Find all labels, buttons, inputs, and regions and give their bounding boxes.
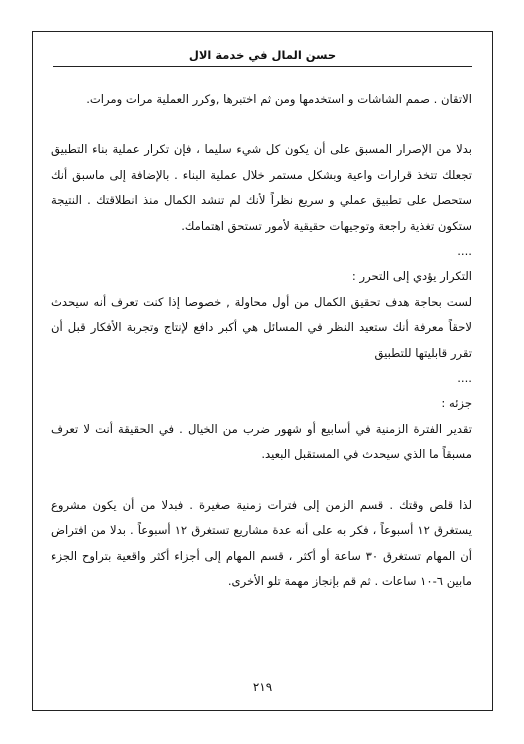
page-number: ٢١٩: [252, 680, 273, 694]
page-header-title: حسن المال في خدمة الال: [188, 48, 337, 62]
paragraph-no-perfection-needed: لست بحاجة هدف تحقيق الكمال من أول محاولة , خصوصا إذا كنت تعرف أنه سيحدث لاحقاً معرفة أنك ستعيد النظر في المسائل هي أكبر دافع لإنتاج وتجربة الأفكار قبل أن تقرر قابليتها للتطبيق: [51, 294, 472, 360]
paragraph-gap: [51, 468, 472, 493]
section-heading-break-down: جزئه :: [441, 396, 472, 411]
paragraph-iterative-building: بدلا من الإصرار المسبق على أن يكون كل شيء سليما ، فإن تكرار عملية بناء التطبيق تجعلك تتخذ قرارات واعية وبشكل مستمر خلال عملية البناء . بالإضافة إلى ماسبق أنك ستحصل على تطبيق عملي و سريع نظراً لأنك لم تنشد الكمال منذ انطلاقتك . النتيجة ستكون تغذية راجعة وتوجيهات حقيقية لأمور تستحق اهتمامك.: [51, 142, 472, 233]
paragraph-time-estimation: تقدير الفترة الزمنية في أسابيع أو شهور ضرب من الخيال . في الحقيقة أنت لا تعرف مسبقاً ما الذي سيحدث في المستقبل البعيد.: [51, 421, 472, 462]
paragraph-iteration-intro: الاتقان . صمم الشاشات و استخدمها ومن ثم اختبرها ,وكرر العملية مرات ومرات.: [86, 92, 472, 106]
paragraph-reduce-time: لذا قلص وقتك . قسم الزمن إلى فترات زمنية صغيرة . فبدلا من أن يكون مشروع يستغرق ١٢ أسبوعاً ، فكر به على أنه عدة مشاريع تستغرق ١٢ أسبوعاً . بدلا من افتراض أن المهام تستغرق ٣٠ ساعة أو أكثر ، قسم المهام إلى أجزاء أكثر واقعية بتراوح الجزء مابين ٦-١٠ ساعات . ثم قم بإنجاز مهمة تلو الأخرى.: [51, 497, 472, 588]
page-body: [51, 87, 472, 594]
section-separator: ....: [457, 371, 472, 386]
page-frame: [32, 31, 493, 711]
paragraph-gap: [51, 112, 472, 137]
section-heading-iteration-freedom: التكرار يؤدي إلى التحرر :: [351, 269, 472, 284]
header-divider: [53, 66, 472, 67]
section-separator: ....: [457, 244, 472, 259]
